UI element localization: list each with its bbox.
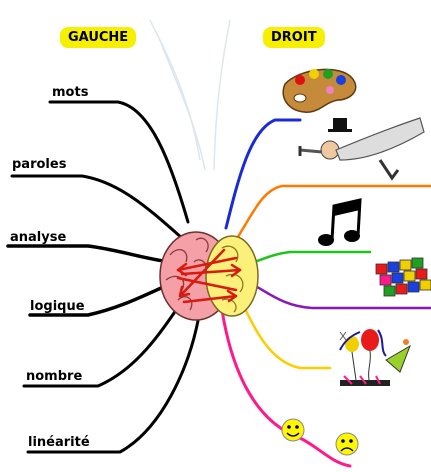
puzzle-piece [416,269,427,279]
puzzle-piece [376,264,387,274]
branch-label-logique: logique [30,299,85,314]
puzzle-piece [404,271,415,281]
branch-label-paroles: paroles [12,157,67,172]
puzzle-icon [376,258,431,296]
puzzle-piece [392,273,403,283]
branch-line-green [248,252,370,264]
branch-line-mots [50,102,188,222]
branch-label-analyse: analyse [10,230,67,245]
puzzle-piece [420,280,431,290]
branch-line-blue [226,120,300,228]
smiley-faces-icon [282,419,304,441]
puzzle-piece [388,262,399,272]
puzzle-piece [380,275,391,285]
branch-line-analyse [8,246,170,262]
header-left: GAUCHE [60,27,136,48]
puzzle-piece [396,284,407,294]
puzzle-piece [408,282,419,292]
header-right: DROIT [263,27,325,48]
paint-palette-icon [283,69,356,112]
flying-person-icon [300,118,424,178]
brain-hemispheres-icon [160,232,258,320]
puzzle-piece [384,286,395,296]
party-balloons-icon [340,329,410,386]
branch-line-paroles [12,176,182,238]
puzzle-piece [400,260,411,270]
branch-label-nombre: nombre [26,369,83,384]
puzzle-piece [412,258,423,268]
sad-face-icon [336,433,358,455]
branch-line-pink [222,310,350,466]
music-note-icon [318,200,360,246]
branch-label-linearite: linéarité [28,435,90,450]
branch-label-mots: mots [52,85,89,100]
